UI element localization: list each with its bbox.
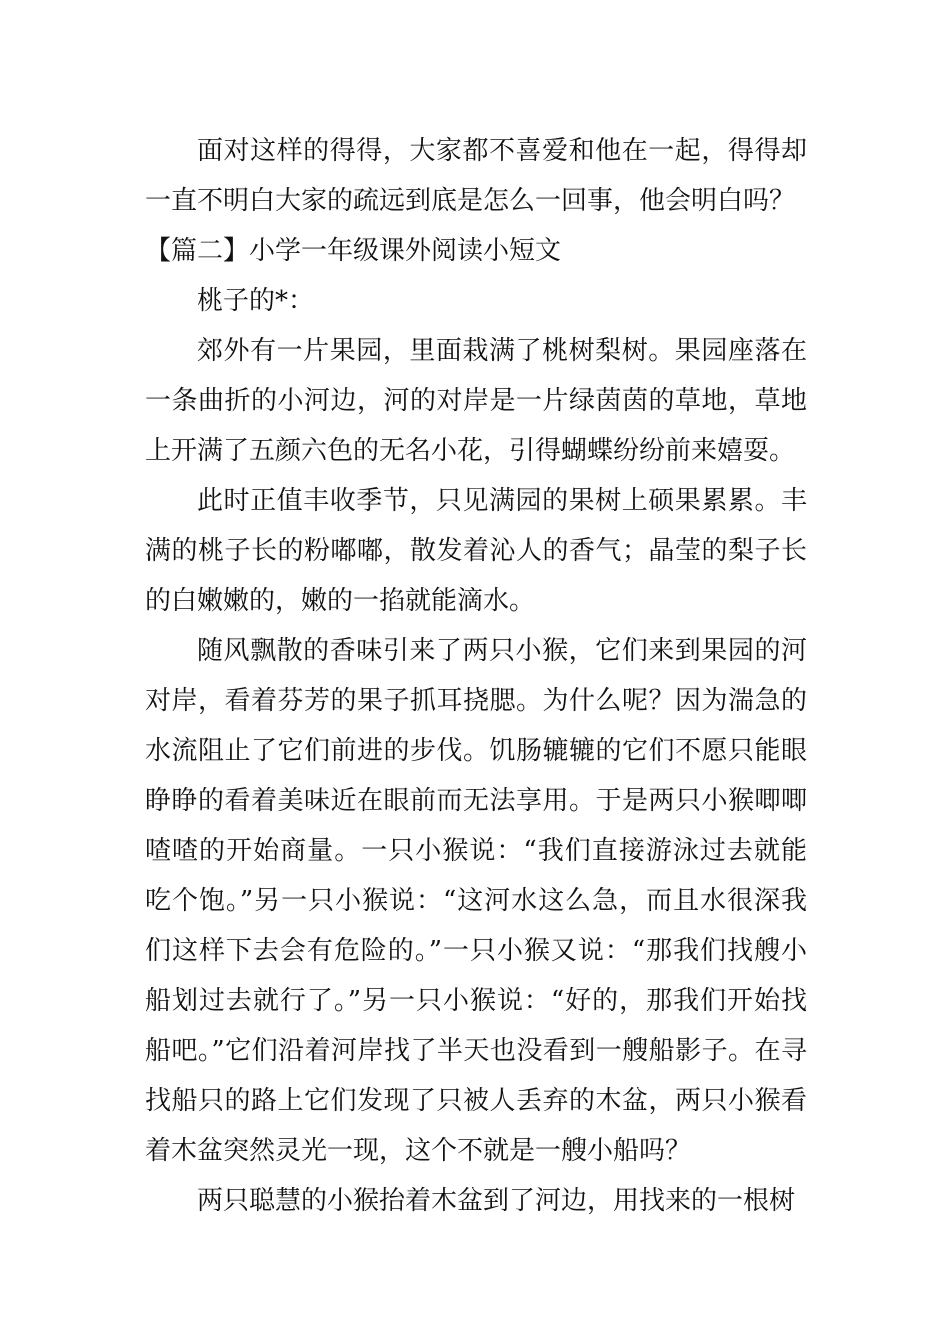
paragraph-monkeys: 随风飘散的香味引来了两只小猴，它们来到果园的河对岸，看着芬芳的果子抓耳挠腮。为什么呢？因为湍急的水流阻止了它们前进的步伐。饥肠辘辘的它们不愿只能眼睁睁的看着美味近在眼前而无法享用。于是两只小猴唧唧喳喳的开始商量。一只小猴说：“我们直接游泳过去就能吃个饱。”另一只小猴说：“这河水这么急，而且水很深我们这样下去会有危险的。”一只小猴又说：“那我们找艘小船划过去就行了。”另一只小猴说：“好的，那我们开始找船吧。”它们沿着河岸找了半天也没看到一艘船影子。在寻找船只的路上它们发现了只被人丢弃的木盆，两只小猴看着木盆突然灵光一现，这个不就是一艘小船吗？ <box>145 636 807 1166</box>
paragraph-continuation: 两只聪慧的小猴抬着木盆到了河边，用找来的一根树 <box>197 1186 796 1216</box>
article-body <box>145 126 807 1226</box>
story-title: 桃子的*： <box>197 286 315 316</box>
paragraph-harvest: 此时正值丰收季节，只见满园的果树上硕果累累。丰满的桃子长的粉嘟嘟，散发着沁人的香气；晶莹的梨子长的白嫩嫩的，嫩的一掐就能滴水。 <box>145 486 807 616</box>
paragraph-orchard: 郊外有一片果园，里面栽满了桃树梨树。果园座落在一条曲折的小河边，河的对岸是一片绿茵茵的草地，草地上开满了五颜六色的无名小花，引得蝴蝶纷纷前来嬉耍。 <box>145 336 807 466</box>
paragraph-intro: 面对这样的得得，大家都不喜爱和他在一起，得得却一直不明白大家的疏远到底是怎么一回事，他会明白吗？ <box>145 136 807 216</box>
section-heading: 【篇二】小学一年级课外阅读小短文 <box>145 236 562 266</box>
